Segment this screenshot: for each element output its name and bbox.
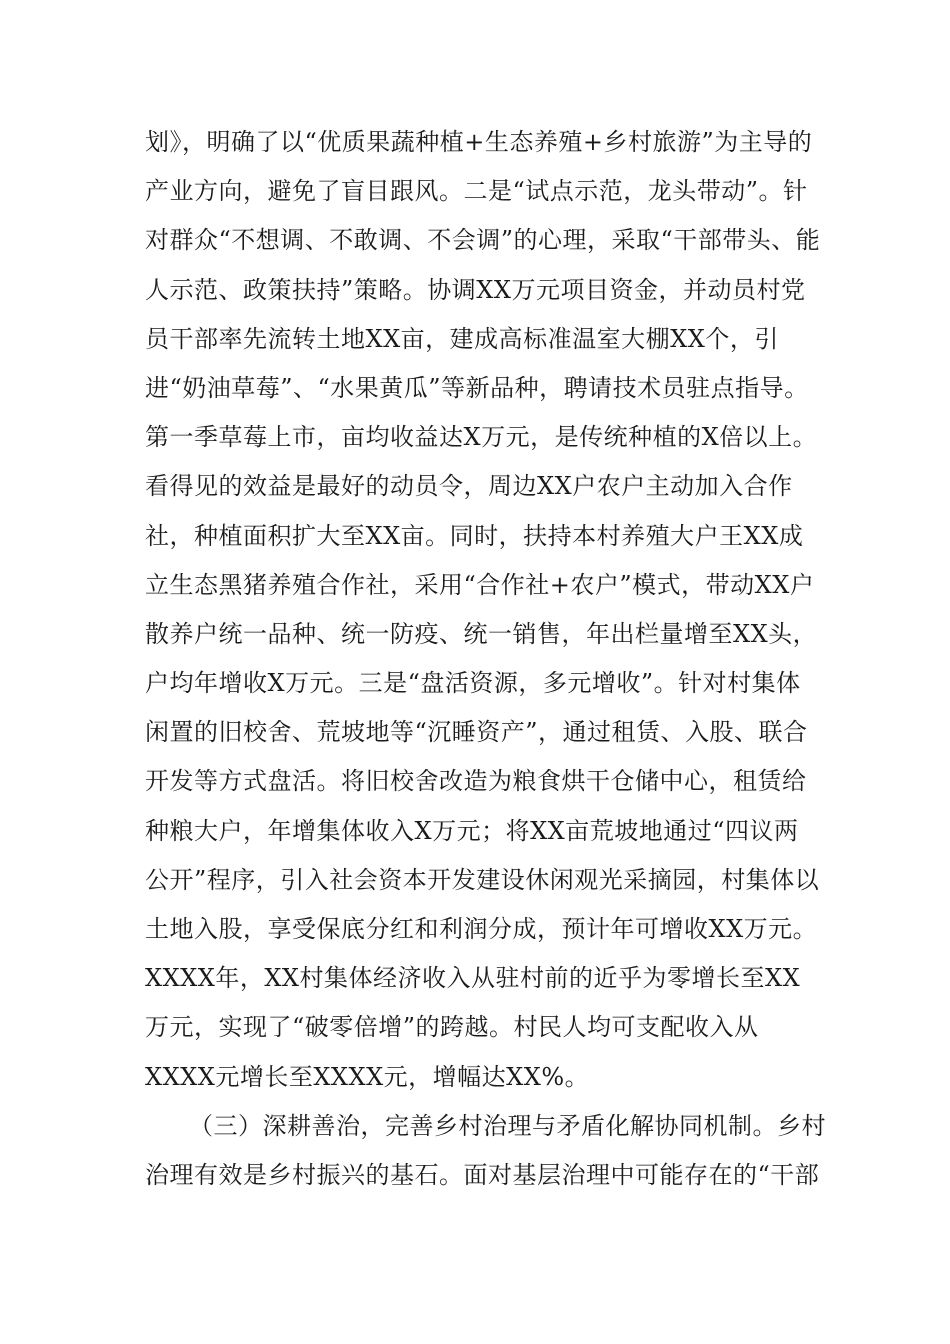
text-line: 人示范、政策扶持”策略。协调XX万元项目资金，并动员村党 [145,275,806,304]
text-line: 土地入股，享受保底分红和利润分成，预计年可增收XX万元。 [145,915,818,943]
text-line: 对群众“不想调、不敢调、不会调”的心理，采取“干部带头、能 [145,226,821,255]
text-line: 进“奶油草莓”、“水果黄瓜”等新品种，聘请技术员驻点指导。 [145,373,809,402]
text-line: XXXX元增长至XXXX元，增幅达XX%。 [145,1062,590,1091]
text-line: 公开”程序，引入社会资本开发建设休闲观光采摘园，村集体以 [145,865,820,894]
text-line: 治理有效是乡村振兴的基石。面对基层治理中可能存在的“干部 [145,1160,820,1189]
text-line: 划》，明确了以“优质果蔬种植+生态养殖+乡村旅游”为主导的 [145,128,813,156]
text-line: 万元，实现了“破零倍增”的跨越。村民人均可支配收入从 [145,1013,759,1042]
text-line: 社，种植面积扩大至XX亩。同时，扶持本村养殖大户王XX成 [145,521,804,550]
text-line: 种粮大户，年增集体收入X万元；将XX亩荒坡地通过“四议两 [145,816,799,845]
text-line: 闲置的旧校舍、荒坡地等“沉睡资产”，通过租赁、入股、联合 [145,718,808,747]
text-line: 立生态黑猪养殖合作社，采用“合作社+农户”模式，带动XX户 [145,570,815,599]
text-line: 散养户统一品种、统一防疫、统一销售，年出栏量增至XX头， [145,619,818,648]
text-line: 员干部率先流转土地XX亩，建成高标准温室大棚XX个，引 [145,324,779,353]
text-line: 开发等方式盘活。将旧校舍改造为粮食烘干仓储中心，租赁给 [145,767,807,796]
text-line: 看得见的效益是最好的动员令，周边XX户农户主动加入合作 [145,472,793,501]
text-line: 第一季草莓上市，亩均收益达X万元，是传统种植的X倍以上。 [145,423,818,452]
text-line: XXXX年，XX村集体经济收入从驻村前的近乎为零增长至XX [145,964,801,993]
text-line: 产业方向，避免了盲目跟风。二是“试点示范，龙头带动”。针 [145,177,808,206]
text-line: 户均年增收X万元。三是“盘活资源，多元增收”。针对村集体 [145,669,801,698]
section-heading-line: （三）深耕善治，完善乡村治理与矛盾化解协同机制。乡村 [189,1111,826,1140]
body-text [145,118,835,1200]
